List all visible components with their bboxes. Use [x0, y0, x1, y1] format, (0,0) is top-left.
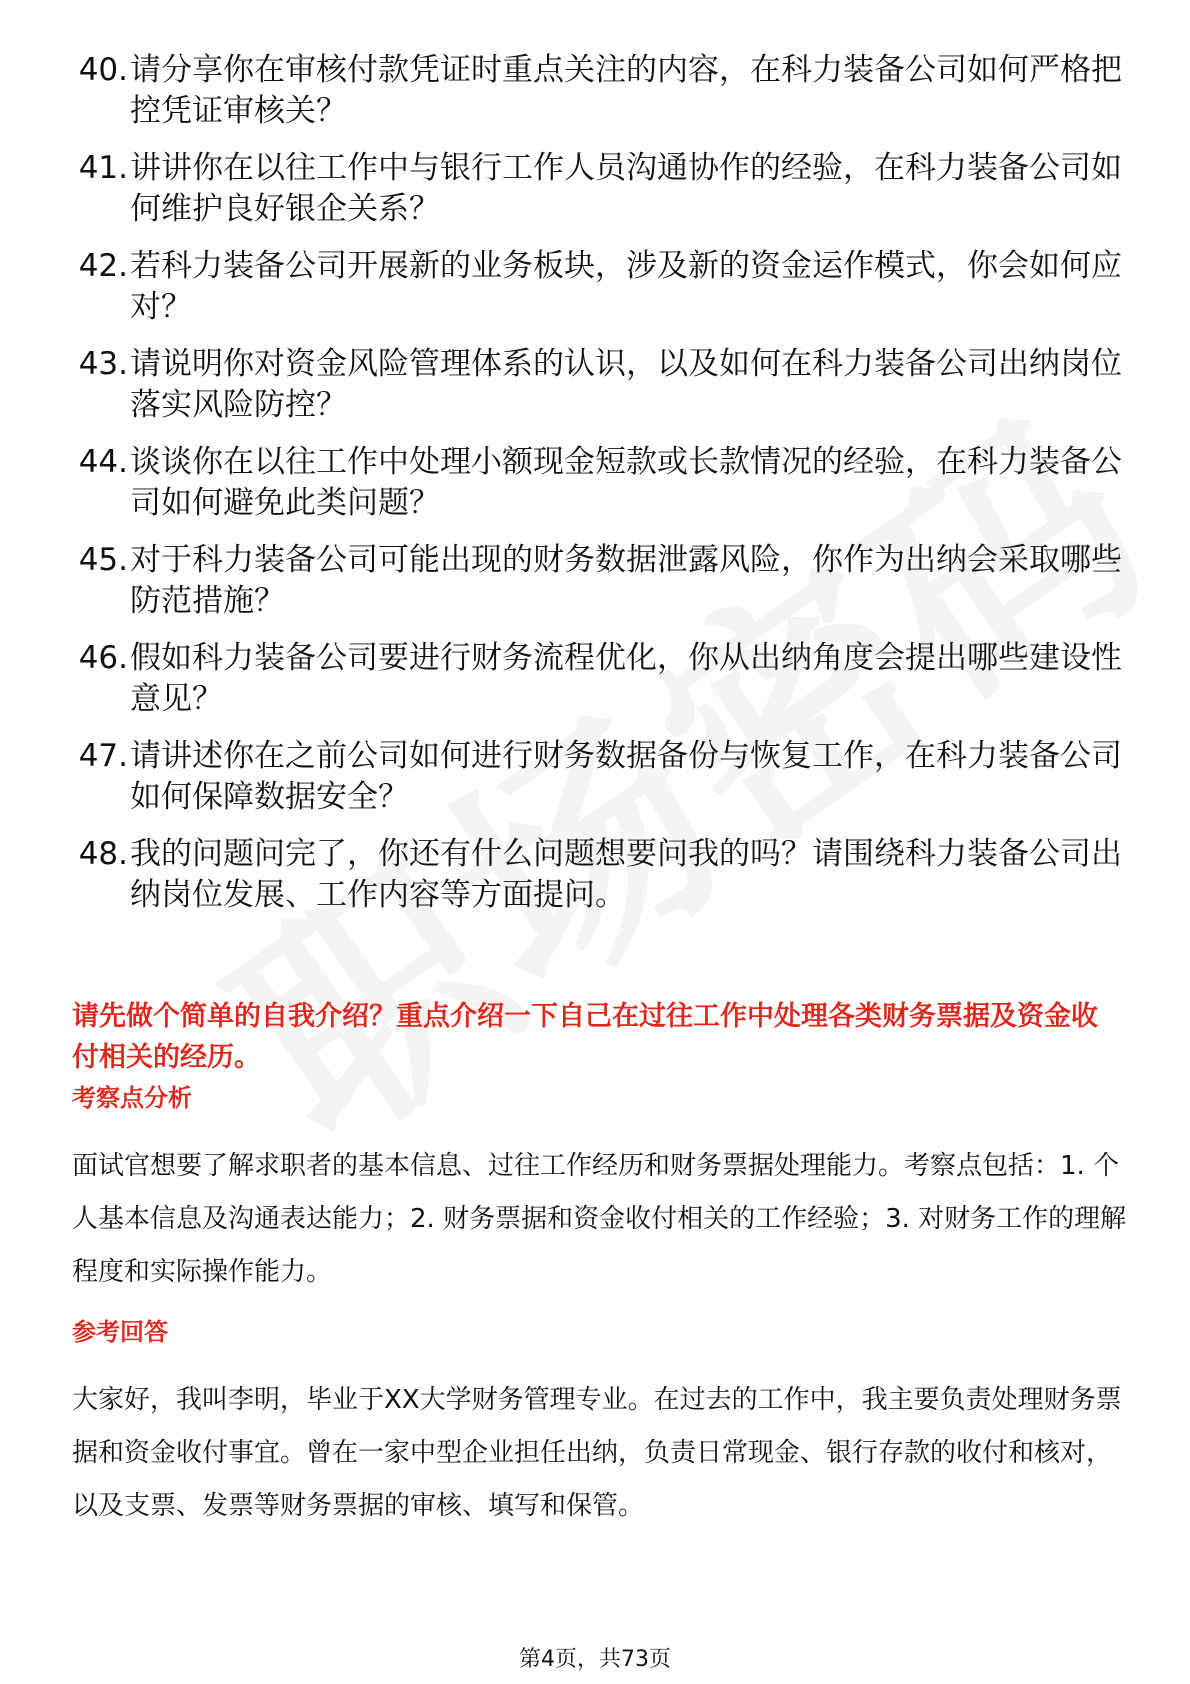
- answer-paragraph: 大家好，我叫李明，毕业于XX大学财务管理专业。在过去的工作中，我主要负责处理财务票据和资金收付事宜。曾在一家中型企业担任出纳，负责日常现金、银行存款的收付和核对，以及支票、发票等财务票据的审核、填写和保管。: [72, 1385, 1122, 1521]
- analysis-heading: 考察点分析: [72, 1084, 192, 1112]
- question-text: 若科力装备公司开展新的业务板块，涉及新的资金运作模式，你会如何应对？: [130, 248, 1122, 325]
- list-item: [0, 540, 1190, 622]
- question-number: 48.: [78, 836, 128, 872]
- question-number: 46.: [78, 640, 128, 676]
- list-item: [0, 736, 1190, 818]
- question-text: 请分享你在审核付款凭证时重点关注的内容，在科力装备公司如何严格把控凭证审核关？: [130, 52, 1122, 129]
- answer-heading: 参考回答: [72, 1318, 168, 1346]
- list-item: [0, 834, 1190, 916]
- list-item: [0, 246, 1190, 328]
- question-text: 假如科力装备公司要进行财务流程优化，你从出纳角度会提出哪些建设性意见？: [130, 640, 1122, 717]
- question-text: 请讲述你在之前公司如何进行财务数据备份与恢复工作，在科力装备公司如何保障数据安全？: [130, 738, 1122, 815]
- question-number: 42.: [78, 248, 128, 284]
- question-number: 40.: [78, 52, 128, 88]
- question-text: 讲讲你在以往工作中与银行工作人员沟通协作的经验，在科力装备公司如何维护良好银企关系？: [130, 150, 1122, 227]
- question-list: [0, 50, 1190, 932]
- question-number: 45.: [78, 542, 128, 578]
- list-item: [0, 148, 1190, 230]
- question-number: 44.: [78, 444, 128, 480]
- question-number: 47.: [78, 738, 128, 774]
- analysis-paragraph: 面试官想要了解求职者的基本信息、过往工作经历和财务票据处理能力。考察点包括：1. 个人基本信息及沟通表达能力；2. 财务票据和资金收付相关的工作经验；3. 对财务工作的理解程度和实际操作能力。: [72, 1151, 1127, 1287]
- list-item: [0, 50, 1190, 132]
- list-item: [0, 638, 1190, 720]
- question-number: 43.: [78, 346, 128, 382]
- list-item: [0, 344, 1190, 426]
- question-text: 请说明你对资金风险管理体系的认识，以及如何在科力装备公司出纳岗位落实风险防控？: [130, 346, 1122, 423]
- list-item: [0, 442, 1190, 524]
- question-text: 我的问题问完了，你还有什么问题想要问我的吗？请围绕科力装备公司出纳岗位发展、工作内容等方面提问。: [130, 836, 1122, 913]
- question-text: 谈谈你在以往工作中处理小额现金短款或长款情况的经验，在科力装备公司如何避免此类问题？: [130, 444, 1122, 521]
- question-number: 41.: [78, 150, 128, 186]
- section-question-title: 请先做个简单的自我介绍？重点介绍一下自己在过往工作中处理各类财务票据及资金收付相关的经历。: [72, 1001, 1098, 1073]
- page-number: 第4页，共73页: [519, 1647, 671, 1672]
- question-text: 对于科力装备公司可能出现的财务数据泄露风险，你作为出纳会采取哪些防范措施？: [130, 542, 1122, 619]
